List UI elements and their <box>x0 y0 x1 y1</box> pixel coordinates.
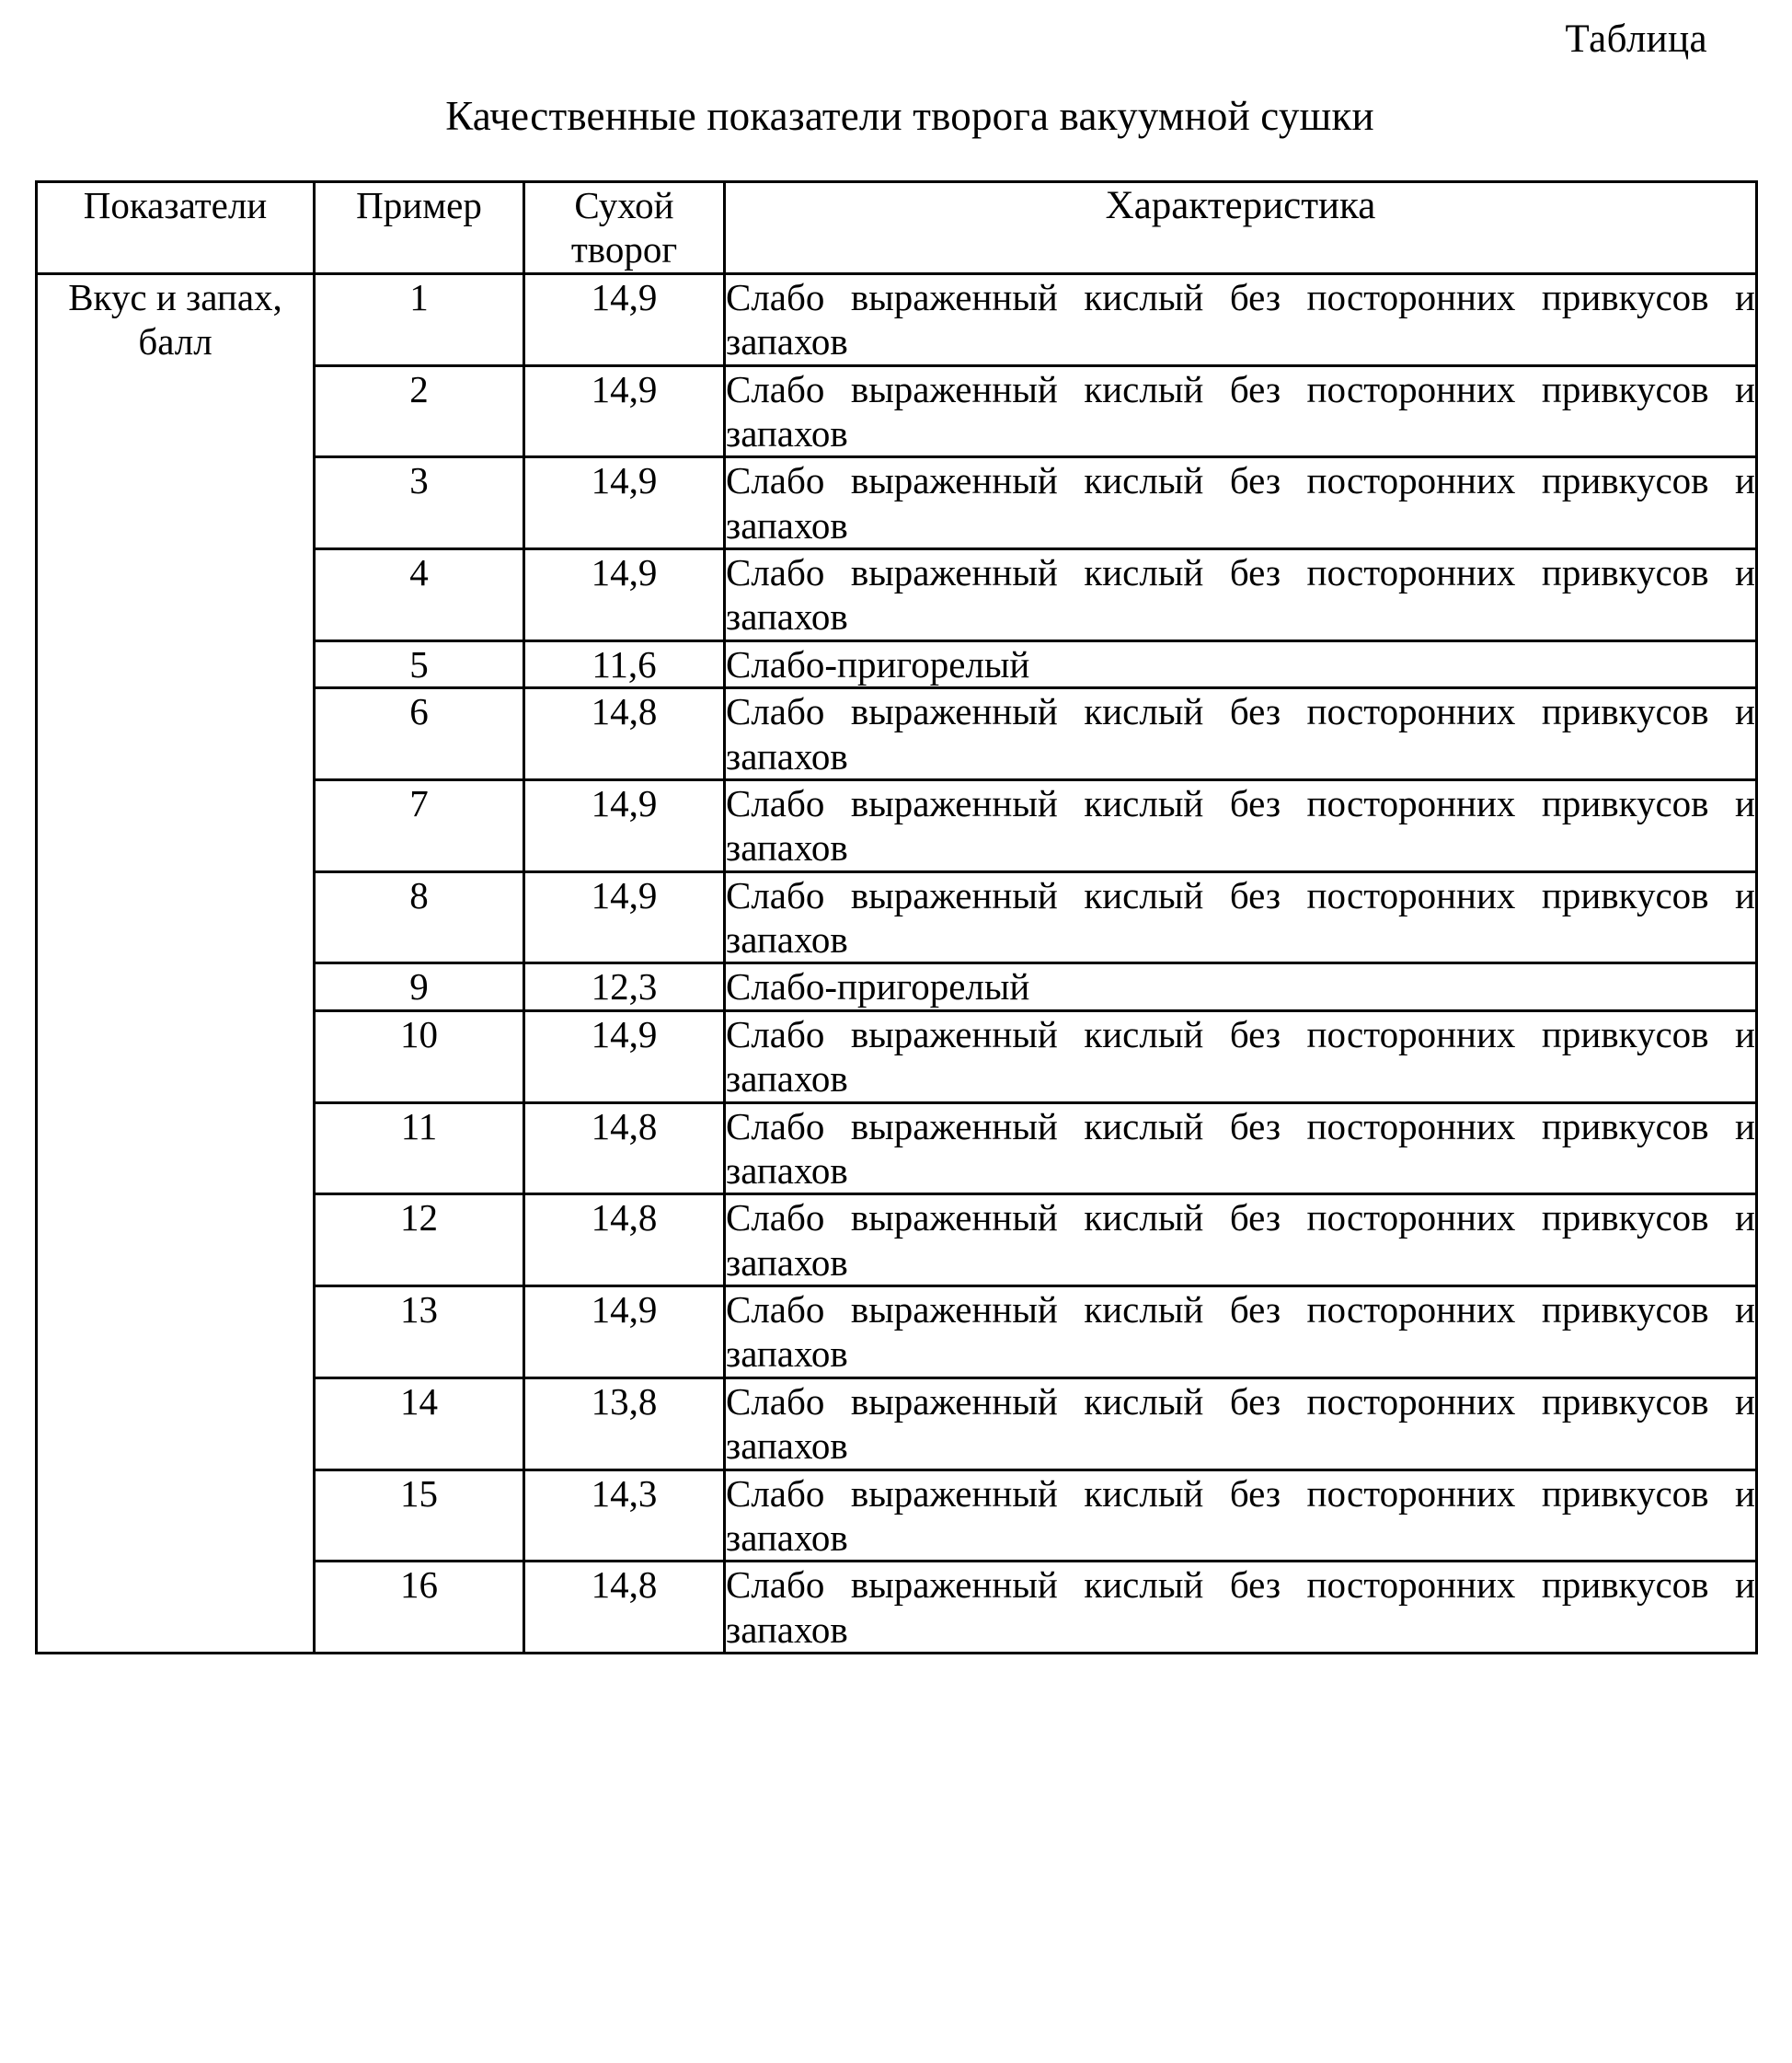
table-title: Качественные показатели творога вакуумной сушки <box>445 93 1374 139</box>
cell-example-number: 15 <box>315 1469 524 1562</box>
table-header-row <box>37 182 1757 274</box>
column-header-example: Пример <box>315 182 524 274</box>
cell-characteristic: Слабо-пригорелый <box>725 963 1757 1010</box>
table-label: Таблица <box>1565 17 1707 61</box>
cell-dry-curd-value: 11,6 <box>524 640 725 687</box>
cell-dry-curd-value: 14,9 <box>524 1010 725 1102</box>
cell-characteristic: Слабо выраженный кислый без посторонних привкусов и запахов <box>725 365 1757 457</box>
cell-dry-curd-value: 14,8 <box>524 1102 725 1194</box>
cell-dry-curd-value: 14,8 <box>524 1562 725 1654</box>
cell-characteristic: Слабо выраженный кислый без посторонних привкусов и запахов <box>725 1286 1757 1378</box>
cell-dry-curd-value: 14,9 <box>524 549 725 641</box>
cell-dry-curd-value: 14,9 <box>524 273 725 365</box>
cell-indicator-group: Вкус и запах, балл <box>37 273 315 1653</box>
cell-example-number: 1 <box>315 273 524 365</box>
cell-example-number: 13 <box>315 1286 524 1378</box>
quality-indicators-table <box>35 180 1758 1654</box>
cell-dry-curd-value: 14,3 <box>524 1469 725 1562</box>
cell-dry-curd-value: 14,9 <box>524 457 725 549</box>
cell-characteristic: Слабо выраженный кислый без посторонних привкусов и запахов <box>725 1469 1757 1562</box>
cell-dry-curd-value: 14,9 <box>524 365 725 457</box>
cell-dry-curd-value: 14,8 <box>524 1194 725 1286</box>
cell-characteristic: Слабо выраженный кислый без посторонних привкусов и запахов <box>725 779 1757 871</box>
column-header-characteristic: Характеристика <box>725 182 1757 274</box>
cell-characteristic: Слабо выраженный кислый без посторонних привкусов и запахов <box>725 273 1757 365</box>
table-body <box>37 273 1757 1653</box>
cell-dry-curd-value: 14,9 <box>524 1286 725 1378</box>
cell-example-number: 6 <box>315 688 524 780</box>
column-header-indicator: Показатели <box>37 182 315 274</box>
cell-example-number: 10 <box>315 1010 524 1102</box>
cell-characteristic: Слабо выраженный кислый без посторонних привкусов и запахов <box>725 457 1757 549</box>
cell-characteristic: Слабо выраженный кислый без посторонних привкусов и запахов <box>725 1377 1757 1469</box>
cell-characteristic: Слабо выраженный кислый без посторонних привкусов и запахов <box>725 1562 1757 1654</box>
cell-example-number: 3 <box>315 457 524 549</box>
cell-example-number: 7 <box>315 779 524 871</box>
cell-characteristic: Слабо выраженный кислый без посторонних привкусов и запахов <box>725 688 1757 780</box>
cell-example-number: 11 <box>315 1102 524 1194</box>
cell-example-number: 2 <box>315 365 524 457</box>
cell-characteristic: Слабо-пригорелый <box>725 640 1757 687</box>
cell-example-number: 14 <box>315 1377 524 1469</box>
cell-characteristic: Слабо выраженный кислый без посторонних привкусов и запахов <box>725 871 1757 963</box>
cell-dry-curd-value: 14,9 <box>524 779 725 871</box>
cell-dry-curd-value: 13,8 <box>524 1377 725 1469</box>
cell-characteristic: Слабо выраженный кислый без посторонних привкусов и запахов <box>725 1102 1757 1194</box>
cell-characteristic: Слабо выраженный кислый без посторонних привкусов и запахов <box>725 1194 1757 1286</box>
cell-example-number: 9 <box>315 963 524 1010</box>
cell-dry-curd-value: 14,9 <box>524 871 725 963</box>
cell-example-number: 8 <box>315 871 524 963</box>
cell-example-number: 16 <box>315 1562 524 1654</box>
cell-dry-curd-value: 14,8 <box>524 688 725 780</box>
cell-characteristic: Слабо выраженный кислый без посторонних привкусов и запахов <box>725 1010 1757 1102</box>
cell-example-number: 5 <box>315 640 524 687</box>
column-header-dry-curd: Сухой творог <box>524 182 725 274</box>
table-row <box>37 273 1757 365</box>
cell-dry-curd-value: 12,3 <box>524 963 725 1010</box>
cell-characteristic: Слабо выраженный кислый без посторонних привкусов и запахов <box>725 549 1757 641</box>
cell-example-number: 12 <box>315 1194 524 1286</box>
cell-example-number: 4 <box>315 549 524 641</box>
